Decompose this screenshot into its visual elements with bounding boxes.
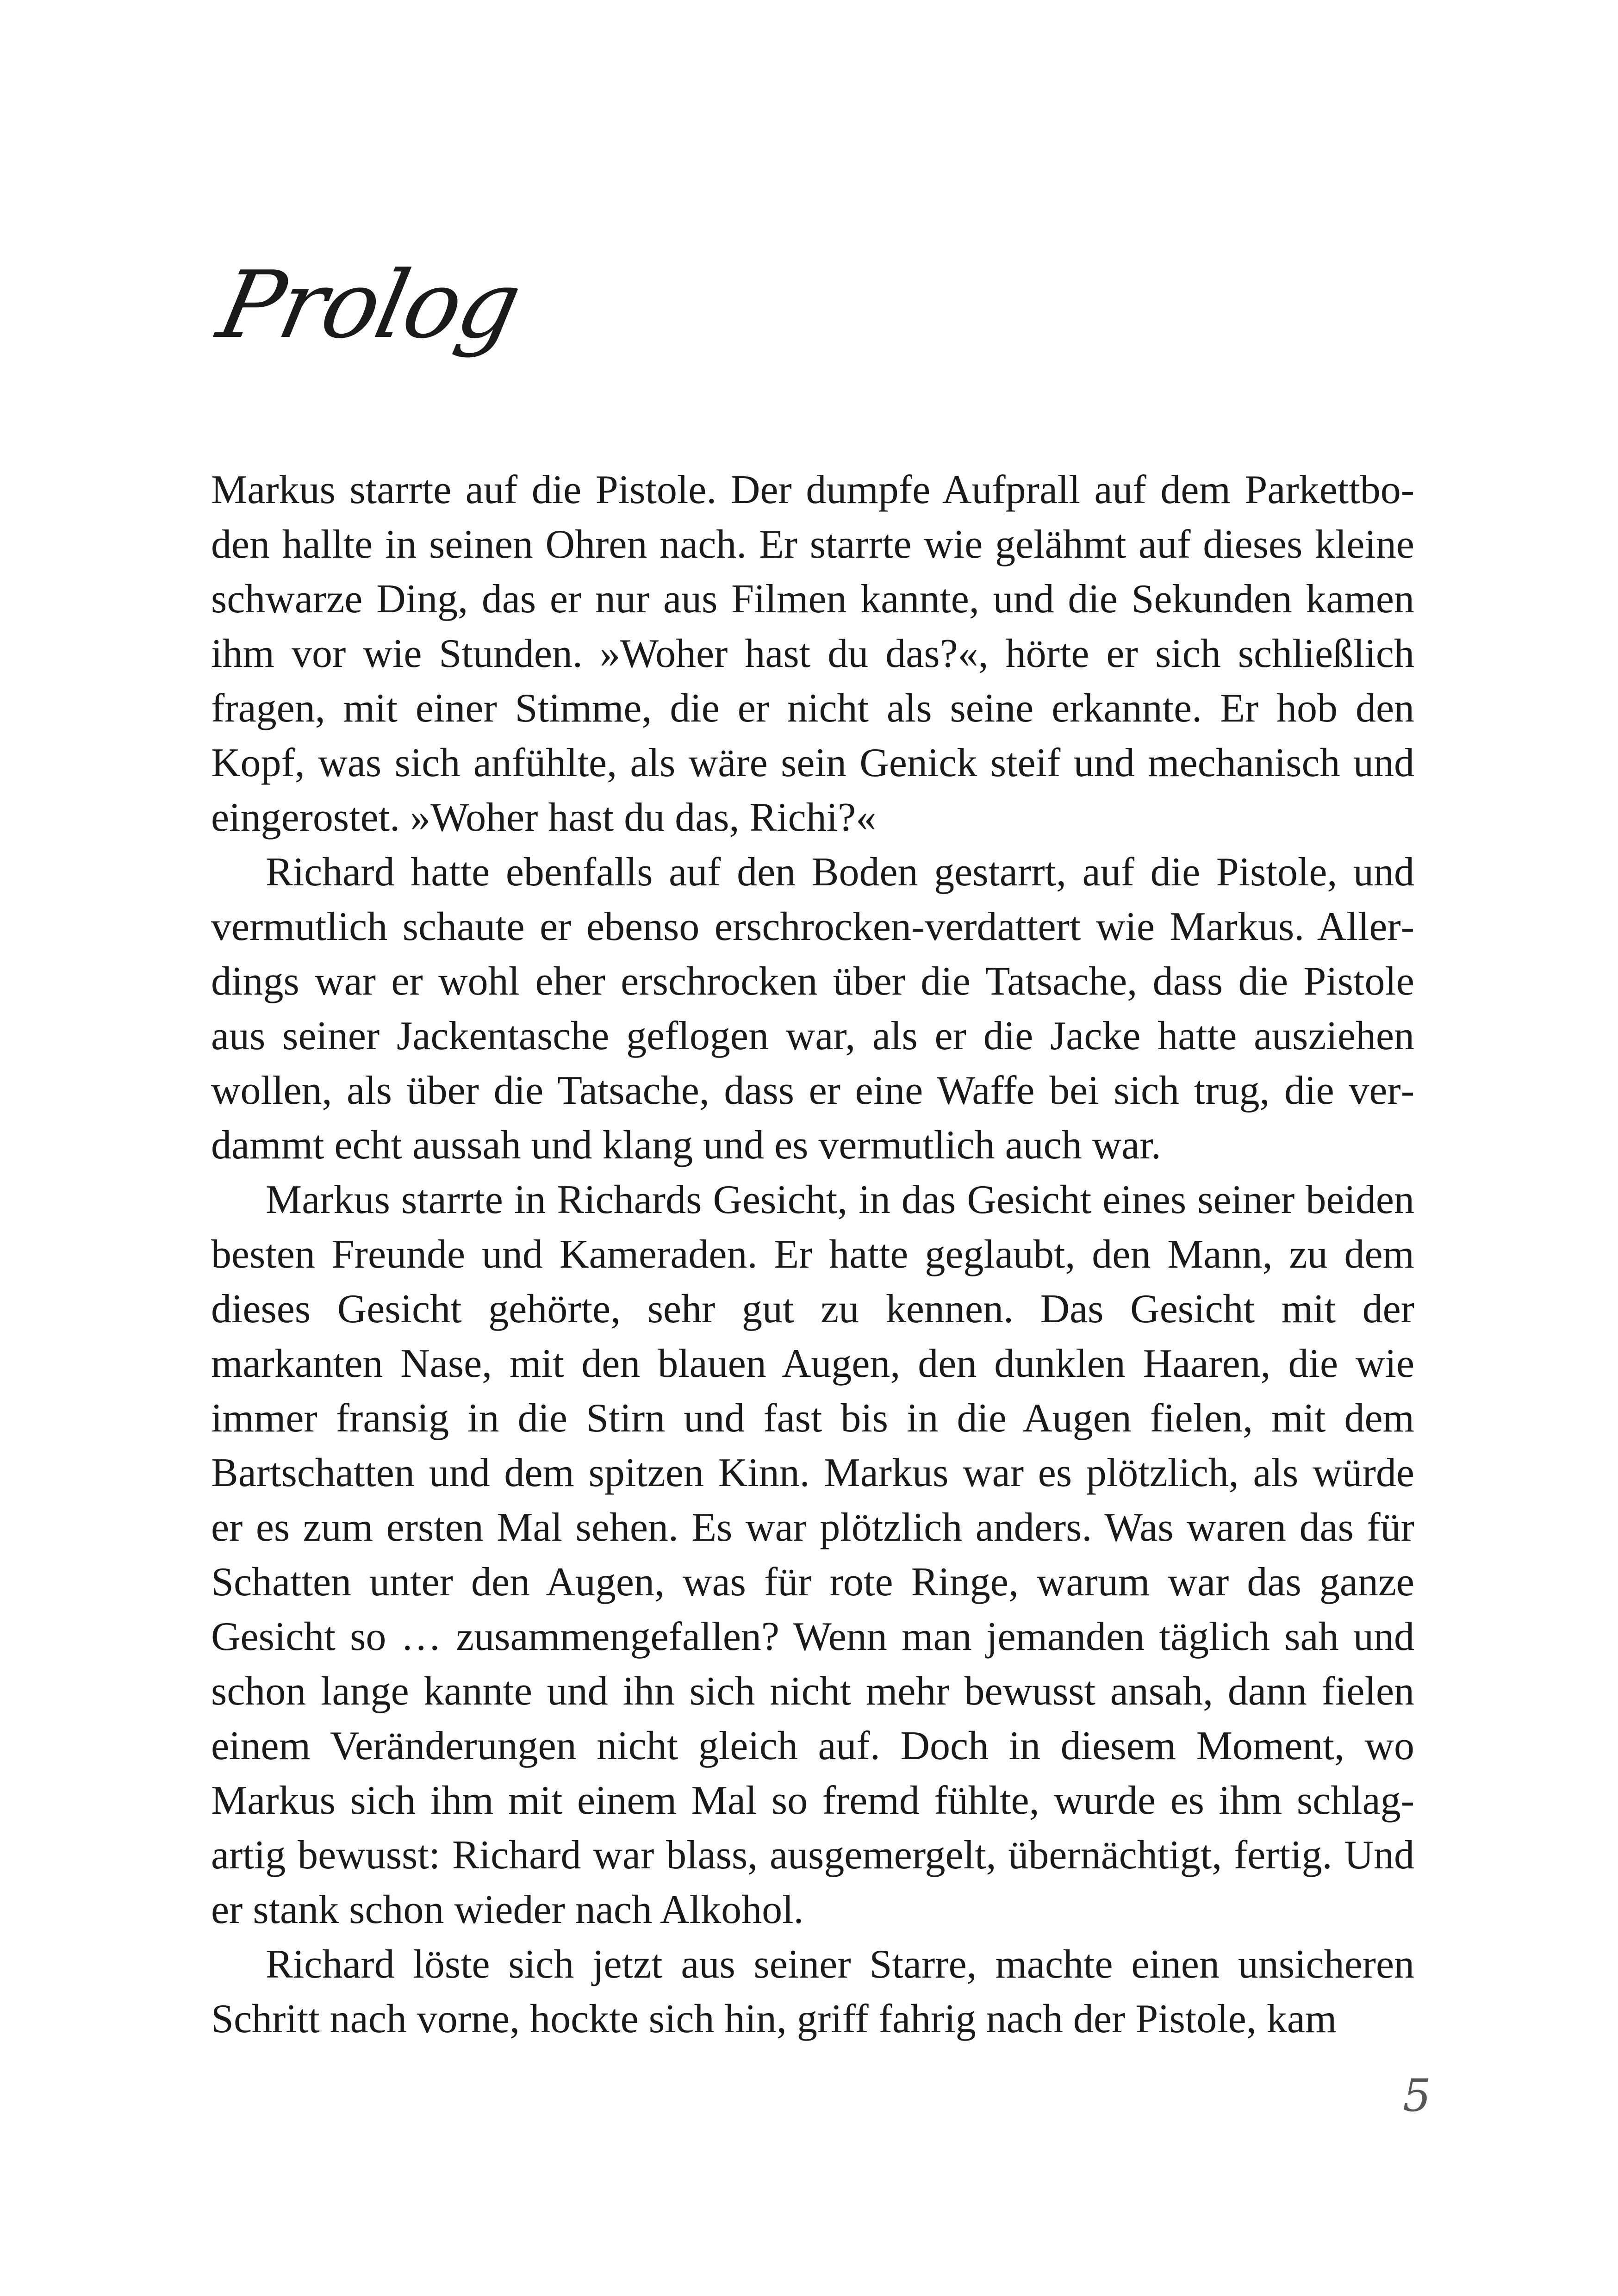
paragraph: Richard hatte ebenfalls auf den Boden gestarrt, auf die Pistole, und vermutlich schaute er ebenso erschrocken-verdattert wie Markus. Allerdings war er wohl eher erschrocken über die Tatsache, dass die Pistole aus seiner Jackentasche geflogen war, als er die Jacke hatte ausziehen wollen, als über die Tatsache, dass er eine Waffe bei sich trug, die verdammt echt aussah und klang und es vermutlich auch war. [211, 850, 1414, 1168]
paragraph: Markus starrte auf die Pistole. Der dumpfe Aufprall auf dem Parkettboden hallte in seinen Ohren nach. Er starrte wie gelähmt auf dieses kleine schwarze Ding, das er nur aus Filmen kannte, und die Sekunden kamen ihm vor wie Stunden. »Woher hast du das?«, hörte er sich schließlich fragen, mit einer Stimme, die er nicht als seine erkannte. Er hob den Kopf, was sich anfühlte, als wäre sein Genick steif und mechanisch und eingerostet. »Woher hast du das, Richi?« [211, 467, 1414, 840]
paragraph: Markus starrte in Richards Gesicht, in das Gesicht eines seiner beiden besten Freunde und Kameraden. Er hatte geglaubt, den Mann, zu dem dieses Gesicht gehörte, sehr gut zu kennen. Das Gesicht mit der markanten Nase, mit den blauen Augen, den dunklen Haaren, die wie immer fransig in die Stirn und fast bis in die Augen fielen, mit dem Bartschatten und dem spitzen Kinn. Markus war es plötzlich, als würde er es zum ersten Mal sehen. Es war plötzlich anders. Was waren das für Schatten unter den Augen, was für rote Ringe, warum war das ganze Gesicht so … zusammengefallen? Wenn man jemanden täglich sah und schon lange kannte und ihn sich nicht mehr bewusst ansah, dann fielen einem Veränderungen nicht gleich auf. Doch in diesem Moment, wo Markus sich ihm mit einem Mal so fremd fühlte, wurde es ihm schlagartig bewusst: Richard war blass, ausgemergelt, übernächtigt, fertig. Und er stank schon wieder nach Alkohol. [211, 1177, 1414, 1932]
paragraph: Richard löste sich jetzt aus seiner Starre, machte einen unsicheren Schritt nach vorne, hockte sich hin, griff fahrig nach der Pistole, kam [211, 1942, 1414, 2041]
chapter-title: Prolog [209, 251, 529, 359]
body-text [211, 463, 1414, 2047]
page-number: 5 [1402, 2070, 1431, 2122]
